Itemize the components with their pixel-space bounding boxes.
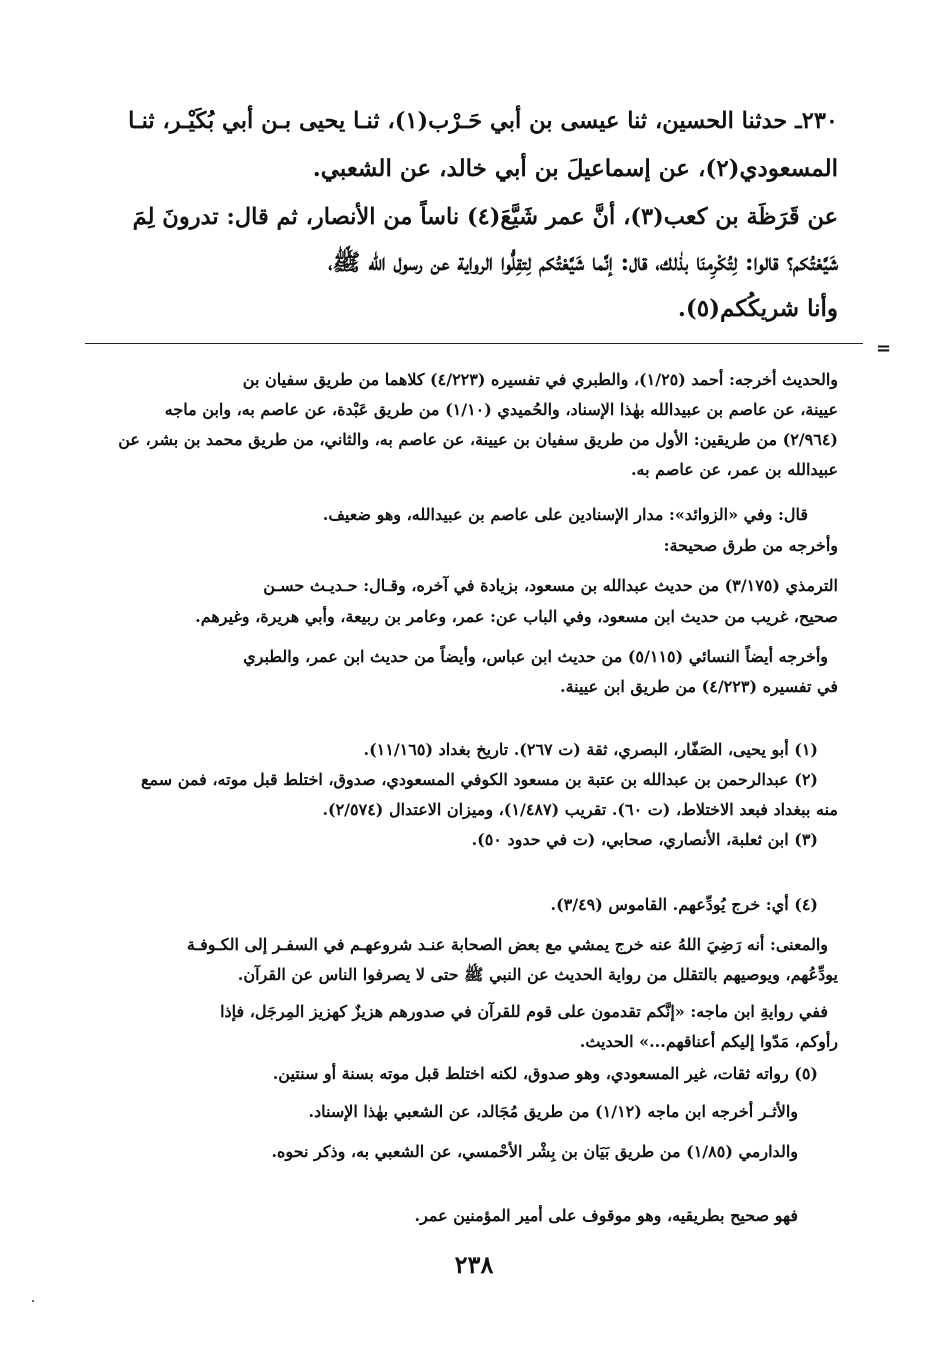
footnote-line: والدارمي (١/٨٥) من طريق بَيَان بن بِشْر الأحْمسي، عن الشعبي به، وذكر نحوه.: [271, 1142, 798, 1161]
footnote-line: يودِّعُهم، ويوصيهم بالتقلل من رواية الحديث عن النبي ﷺ حتى لا يصرفوا الناس عن القرآن.: [237, 965, 838, 984]
footnote-line: (٤) أي: خرج يُودِّعهم. القاموس (٣/٤٩).: [550, 895, 818, 914]
footnote-line: والحديث أخرجه: أحمد (١/٢٥)، والطبري في تفسيره (٤/٢٢٣) كلاهما من طريق سفيان بن: [242, 370, 838, 389]
footnote-line: صحيح، غريب من حديث ابن مسعود، وفي الباب عن: عمر، وعامر بن ربيعة، وأبي هريرة، وغيرهم.: [195, 607, 838, 626]
footnote-separator: [85, 343, 863, 344]
footnote-line: (٣) ابن ثعلبة، الأنصاري، صحابي، (ت في حدود ٥٠).: [471, 830, 818, 849]
main-line-5: وأنا شريكُكم(٥).: [677, 295, 838, 322]
footnote-line: (٥) رواته ثقات، غير المسعودي، وهو صدوق، لكنه اختلط قبل موته بسنة أو سنتين.: [272, 1064, 818, 1083]
footnote-line: (٢) عبدالرحمن بن عبدالله بن عتبة بن مسعود الكوفي المسعودي، صدوق، اختلط قبل موته، فمن سمع: [141, 770, 818, 789]
footnote-line: عيينة، عن عاصم بن عبيدالله بهٰذا الإسناد، والحُميدي (١/١٠) من طريق عَبْدة، عن عاصم به، وابن ماجه: [164, 400, 838, 419]
footnote-line: الترمذي (٣/١٧٥) من حديث عبدالله بن مسعود، بزيادة في آخره، وقـال: حـديـث حسـن: [263, 576, 838, 595]
footnote-line: ففي روايةِ ابن ماجه: «إنَّكم تقدمون على قوم للقرآن في صدورهم هزيزٌ كهزيز المِرجَل، فإذا: [220, 1002, 828, 1021]
page-number: ٢٣٨: [454, 1250, 494, 1279]
footnote-line: وأخرجه أيضاً النسائي (٥/١١٥) من حديث ابن عباس، وأيضاً من حديث ابن عمر، والطبري: [243, 647, 828, 666]
hadith-text: [118, 98, 838, 338]
footnote-line: والأثـر أخرجه ابن ماجه (١/١٢) من طريق مُجَالد، عن الشعبي بهٰذا الإسناد.: [308, 1102, 798, 1121]
main-line-2: المسعودي(٢)، عن إسماعيلَ بن أبي خالد، عن الشعبي.: [312, 155, 838, 182]
footnote-line: فهو صحيح بطريقيه، وهو موقوف على أمير المؤمنين عمر.: [414, 1206, 798, 1225]
footnote-line: والمعنى: أنه رَضِيَ اللهُ عنه خرج يمشي مع بعض الصحابة عنـد شروعهـم في السفـر إلى الكـوفـة: [186, 935, 828, 954]
footnote-line: عبيدالله بن عمر، عن عاصم به.: [630, 460, 838, 479]
footnote-line: وأخرجه من طرق صحيحة:: [663, 536, 838, 555]
footnote-line: قال: وفي «الزوائد»: مدار الإسنادين على عاصم بن عبيدالله، وهو ضعيف.: [322, 505, 808, 524]
scan-speck: [32, 1300, 34, 1302]
footnote-line: (٢/٩٦٤) من طريقين: الأول من طريق سفيان بن عيينة، عن عاصم به، والثاني، من طريق محمد بن بشر، عن: [118, 430, 838, 449]
footnote-line: منه ببغداد فبعد الاختلاط، (ت ٦٠). تقريب (١/٤٨٧)، وميزان الاعتدال (٢/٥٧٤).: [322, 800, 838, 819]
footnote-line: (١) أبو يحيى، الصَفّار، البصري، ثقة (ت ٢٦٧). تاريخ بغداد (١١/١٦٥).: [363, 740, 818, 759]
continuation-mark: =: [876, 338, 892, 359]
footnote-line: في تفسيره (٤/٢٢٣) من طريق ابن عيينة.: [560, 677, 838, 696]
footnotes: [108, 366, 838, 1246]
main-line-4: شَيَّعْتُكم؟ قالوا: لِتُكْرِمنَا بذٰلك، قال: إنَّما شَيَّعْتُكم لِتقِلُّوا الرواية عن رسول الله ﷺ،: [328, 249, 838, 276]
main-line-1: ٢٣٠ـ حدثنا الحسين، ثنا عيسى بن أبي حَـرْب(١)، ثنـا يحيى بـن أبي بُكَيْـر، ثنـا: [128, 108, 838, 134]
main-line-3: عن قَرَظَة بن كعب(٣)، أنَّ عمر شَيَّعَ(٤) ناساً من الأنصار، ثم قال: تدرونَ لِمَ: [132, 204, 838, 230]
footnote-line: رأوكم، مَدّوا إليكم أعناقهم...» الحديث.: [579, 1032, 838, 1051]
